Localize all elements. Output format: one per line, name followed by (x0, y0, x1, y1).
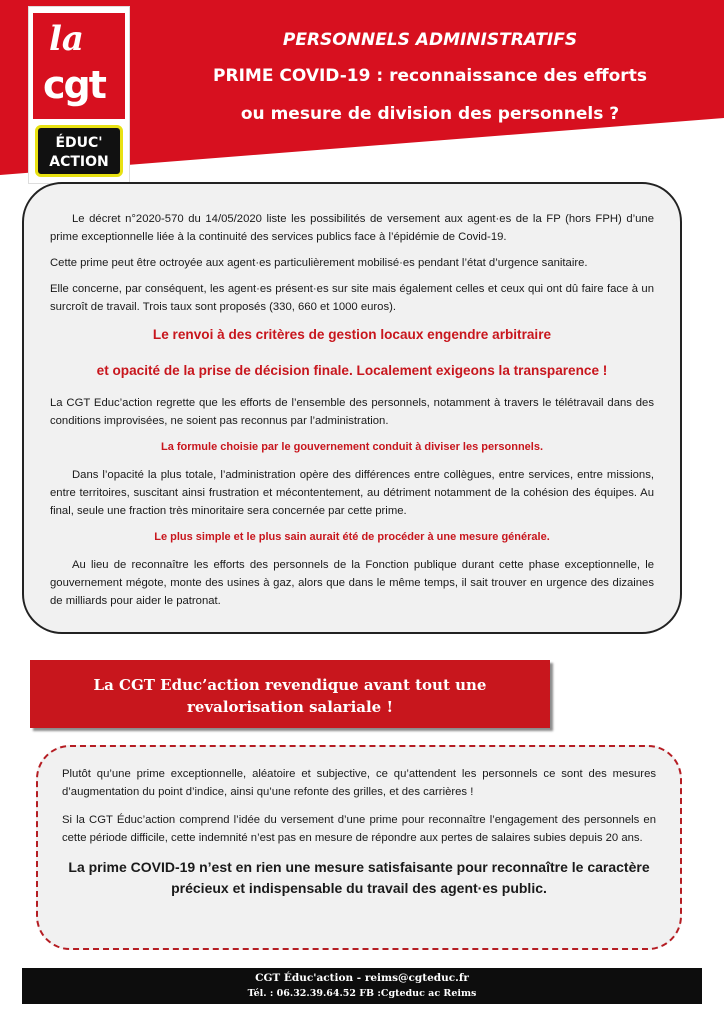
logo-cgt: cgt (43, 63, 105, 107)
header-title-line2: ou mesure de division des personnels ? (240, 104, 620, 124)
banner-line1: La CGT Educ’action revendique avant tout une (93, 676, 487, 694)
division-statement: La formule choisie par le gouvernement conduit à diviser les personnels. (160, 441, 544, 453)
highlight-line2: et opacité de la prise de décision finale. Localement exigeons la transparence ! (96, 363, 608, 378)
index-point-paragraph: Plutôt qu’une prime exceptionnelle, aléatoire et subjective, ce qu’attendent les personnels ce sont des mesures d’augmentation du point d’indice, ainsi qu’une refonte des grilles, et des carrières ! (62, 768, 656, 798)
footer-phone-line: Tél. : 06.32.39.64.52 FB :Cgteduc ac Reims (247, 988, 477, 999)
logo-red-block (33, 13, 125, 119)
demands-card (36, 745, 682, 950)
logo-educaction-badge (35, 125, 123, 177)
rates-paragraph: Elle concerne, par conséquent, les agent·es présent·es sur site mais également celles et ceux qui ont dû faire face à un surcroît de travail. Trois taux sont proposés (330, 660 et 1000 euros). (50, 283, 654, 313)
government-paragraph: Au lieu de reconnaître les efforts des personnels de la Fonction publique durant cette phase exceptionnelle, le gouvernement mégote, monte des usines à gaz, alors que dans le même temps, il sait trouver en urgence des dizaines de milliards pour aider le patronat. (50, 559, 654, 607)
footer-contact-bar (22, 968, 702, 1004)
header-title-line1: PRIME COVID-19 : reconnaissance des efforts (213, 66, 647, 86)
highlight-transparency (50, 326, 654, 380)
header-kicker: PERSONNELS ADMINISTRATIFS (282, 30, 578, 50)
eligibility-paragraph: Cette prime peut être octroyée aux agent·es particulièrement mobilisé·es pendant l’état d’urgence sanitaire. (50, 257, 588, 269)
general-measure-statement: Le plus simple et le plus sain aurait été de procéder à une mesure générale. (154, 531, 550, 543)
logo-badge-line1: ÉDUC' (55, 135, 103, 151)
demand-banner (30, 660, 550, 728)
main-content-card (22, 182, 682, 634)
logo-badge-line2: ACTION (49, 154, 109, 170)
conclusion-statement: La prime COVID-19 n’est en rien une mesure satisfaisante pour reconnaître le caractère précieux et indispensable du travail des agent·es public. (68, 859, 650, 896)
salary-loss-paragraph: Si la CGT Éduc’action comprend l’idée du versement d’une prime pour reconnaître l’engagement des personnels en cette période difficile, cette indemnité n’est pas en mesure de répondre aux pertes de salaires subies depuis 20 ans. (62, 814, 656, 844)
telework-paragraph: La CGT Educ’action regrette que les efforts de l’ensemble des personnels, notamment à travers le télétravail dans des conditions improvisées, ne soient pas reconnus par l’administration. (50, 397, 654, 427)
cgt-educaction-logo (28, 6, 130, 184)
decree-paragraph: Le décret n°2020-570 du 14/05/2020 liste les possibilités de versement aux agent·es de la FP (hors FPH) d’une prime exceptionnelle liée à la continuité des services publics face à l’épidémie de Covid-19. (50, 213, 654, 243)
logo-la: la (49, 19, 84, 59)
footer-email-line: CGT Éduc'action - reims@cgteduc.fr (255, 972, 469, 984)
banner-line2: revalorisation salariale ! (186, 698, 394, 716)
opacity-paragraph: Dans l’opacité la plus totale, l’administration opère des différences entre collègues, entre services, entre missions, entre territoires, suscitant ainsi frustration et mécontentement, au détriment notamment de la cohésion des équipes. Au final, seule une fraction très minoritaire sera concernée par cette prime. (50, 469, 654, 517)
highlight-line1: Le renvoi à des critères de gestion locaux engendre arbitraire (152, 327, 552, 342)
